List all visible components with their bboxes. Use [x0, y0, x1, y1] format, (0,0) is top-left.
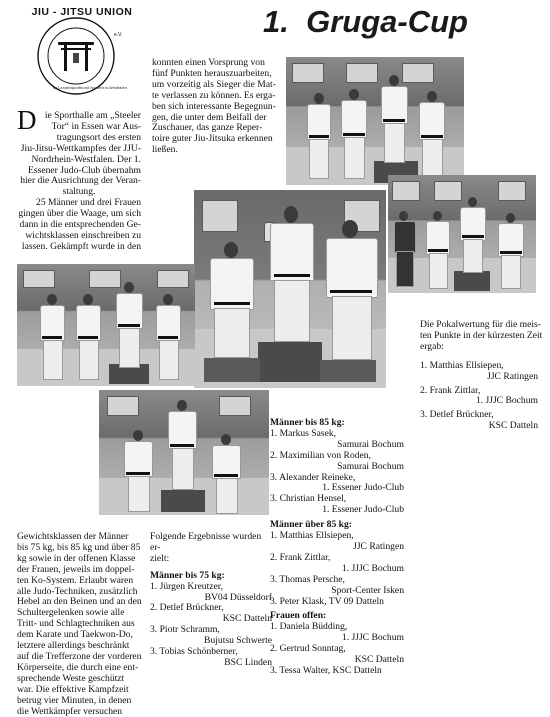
text-line: Hebel an den Beinen und an den [17, 597, 145, 608]
result-name: 3. Detlef Brückner, [420, 410, 538, 421]
result-club: KSC Datteln [150, 614, 272, 625]
text-line: letztere allerdings beschränkt [17, 641, 145, 652]
photo-top-right [286, 57, 464, 185]
text-line: kg sowie in der offenen Klasse [17, 554, 145, 565]
text-line: bis 75 kg, bis 85 kg und über 85 [17, 543, 145, 554]
intro-text [17, 111, 141, 253]
intro-line: staltung. [17, 187, 141, 198]
intro-line: ie Sporthalle am „Steeler [17, 111, 141, 122]
text-line: sprechende Weste geschützt [17, 674, 145, 685]
result-club: KSC Datteln [420, 421, 538, 432]
text-line: gen, die unter dem Beifall der [152, 113, 280, 124]
result-name: 3. Peter Klask, TV 09 Datteln [270, 597, 404, 608]
result-name: 2. Gertrud Sonntag, [270, 644, 404, 655]
result-name: 3. Tobias Schönberner, [150, 647, 272, 658]
result-club: JJC Ratingen [270, 542, 404, 553]
text-line: Folgende Ergebnisse wurden er- [150, 532, 272, 554]
drop-cap: D [17, 107, 37, 134]
result-name: 2. Maximilian von Roden, [270, 451, 404, 462]
result-name: 3. Alexander Reineke, [270, 473, 404, 484]
photo-women-podium [99, 390, 269, 515]
text-line: Schultergelenken sowie alle [17, 608, 145, 619]
text-line: ben sich interessante Begegnun- [152, 102, 280, 113]
intro-line: hier die Ausrichtung der Veran- [17, 176, 141, 187]
logo-top-text: JIU - JITSU UNION [26, 6, 138, 18]
logo [20, 6, 132, 98]
text-line: der Frauen, jeweils im doppel- [17, 565, 145, 576]
text-line: toire guter Jiu-Jitsuka erkennen [152, 134, 280, 145]
photo-center-winners [194, 190, 386, 388]
result-club: BV04 Düsseldorf [150, 593, 272, 604]
intro-line: lassen. Gekämpft wurde in den [17, 242, 141, 253]
text-line: ten Ko-System. Erlaubt waren [17, 576, 145, 587]
text-line: dem Karate und Taekwon-Do, [17, 630, 145, 641]
page-title: 1. Gruga-Cup [263, 4, 468, 40]
results-column-right [270, 418, 404, 677]
results-column-middle [150, 532, 272, 669]
text-line: alle Judo-Techniken, zusätzlich [17, 587, 145, 598]
result-name: 2. Detlef Brückner, [150, 603, 272, 614]
text-line: ergab: [420, 342, 538, 353]
section-heading: Frauen offen: [270, 611, 404, 622]
result-club: Sport-Center Isken [270, 586, 404, 597]
text-line: zielt: [150, 554, 272, 565]
intro-line: 25 Männer und drei Frauen [17, 198, 141, 209]
intro-line: Jiu-Jitsu-Wettkampfes der JJU- [17, 144, 141, 155]
jju-seal-icon [20, 6, 132, 98]
result-name: 1. Jürgen Kreutzer, [150, 582, 272, 593]
result-club: Bujutsu Schwerte [150, 636, 272, 647]
rules-text [17, 532, 145, 717]
result-club: JJC Ratingen [420, 372, 538, 383]
text-line: fünf Punkten herauszuarbeiten, [152, 69, 280, 80]
intro-line: Tor“ in Essen war Aus- [17, 122, 141, 133]
text-line: Gewichtsklassen der Männer [17, 532, 145, 543]
intro-line: Nordrhein-Westfalen. Der 1. [17, 155, 141, 166]
result-club: 1. JJJC Bochum [270, 564, 404, 575]
result-club: 1. JJJC Bochum [420, 396, 538, 407]
text-line: Körperseite, die durch eine ent- [17, 663, 145, 674]
result-name: 2. Frank Zittlar, [420, 386, 538, 397]
pokal-section [420, 320, 538, 432]
text-line: Die Pokalwertung für die meis- [420, 320, 538, 331]
result-name: 3. Piotr Schramm, [150, 625, 272, 636]
result-club: BSC Linden [150, 658, 272, 669]
intro-line: wichtsklassen einschreiben zu [17, 231, 141, 242]
logo-side-text: im Landessportbund Nordrhein-Westfalen [50, 86, 130, 90]
section-heading: Männer über 85 kg: [270, 520, 404, 531]
result-name: 3. Tessa Walter, KSC Datteln [270, 666, 404, 677]
result-club: KSC Datteln [270, 655, 404, 666]
photo-right-middle [388, 175, 536, 293]
result-club: 1. JJJC Bochum [270, 633, 404, 644]
text-line: um vorzeitig als Sieger die Mat- [152, 80, 280, 91]
text-line: die Wettkämpfer versuchen [17, 707, 145, 717]
text-line: te verlassen zu können. Es erga- [152, 91, 280, 102]
text-line: auf die Trefferzone der vorderen [17, 652, 145, 663]
result-name: 1. Matthias Ellsiepen, [420, 361, 538, 372]
result-name: 1. Daniela Büdding, [270, 622, 404, 633]
logo-suffix: e.V. [114, 32, 122, 38]
result-club: 1. Essener Judo-Club [270, 505, 404, 516]
result-club: Samurai Bochum [270, 440, 404, 451]
result-club: 1. Essener Judo-Club [270, 483, 404, 494]
section-heading: Männer bis 75 kg: [150, 571, 272, 582]
result-name: 1. Matthias Ellsiepen, [270, 531, 404, 542]
section-heading: Männer bis 85 kg: [270, 418, 404, 429]
result-name: 2. Frank Zittlar, [270, 553, 404, 564]
text-line: ließen. [152, 145, 280, 156]
text-line: war. Die effektive Kampfzeit [17, 685, 145, 696]
result-name: 1. Markus Sasek, [270, 429, 404, 440]
intro-line: tragungsort des ersten [17, 133, 141, 144]
text-line: konnten einen Vorsprung von [152, 58, 280, 69]
intro-line: dann in die entsprechenden Ge- [17, 220, 141, 231]
photo-left-middle [17, 264, 195, 386]
result-club: Samurai Bochum [270, 462, 404, 473]
intro-line: gingen über die Waage, um sich [17, 209, 141, 220]
text-line: Tritt- und Schlagtechniken aus [17, 619, 145, 630]
text-line: Zuschauer, das ganze Reper- [152, 123, 280, 134]
continuation-text [152, 58, 280, 156]
text-line: betrug vier Minuten, in denen [17, 696, 145, 707]
intro-line: Essener Judo-Club übernahm [17, 166, 141, 177]
result-name: 3. Thomas Persche, [270, 575, 404, 586]
text-line: ten Punkte in der kürzesten Zeit [420, 331, 538, 342]
result-name: 3. Christian Hensel, [270, 494, 404, 505]
